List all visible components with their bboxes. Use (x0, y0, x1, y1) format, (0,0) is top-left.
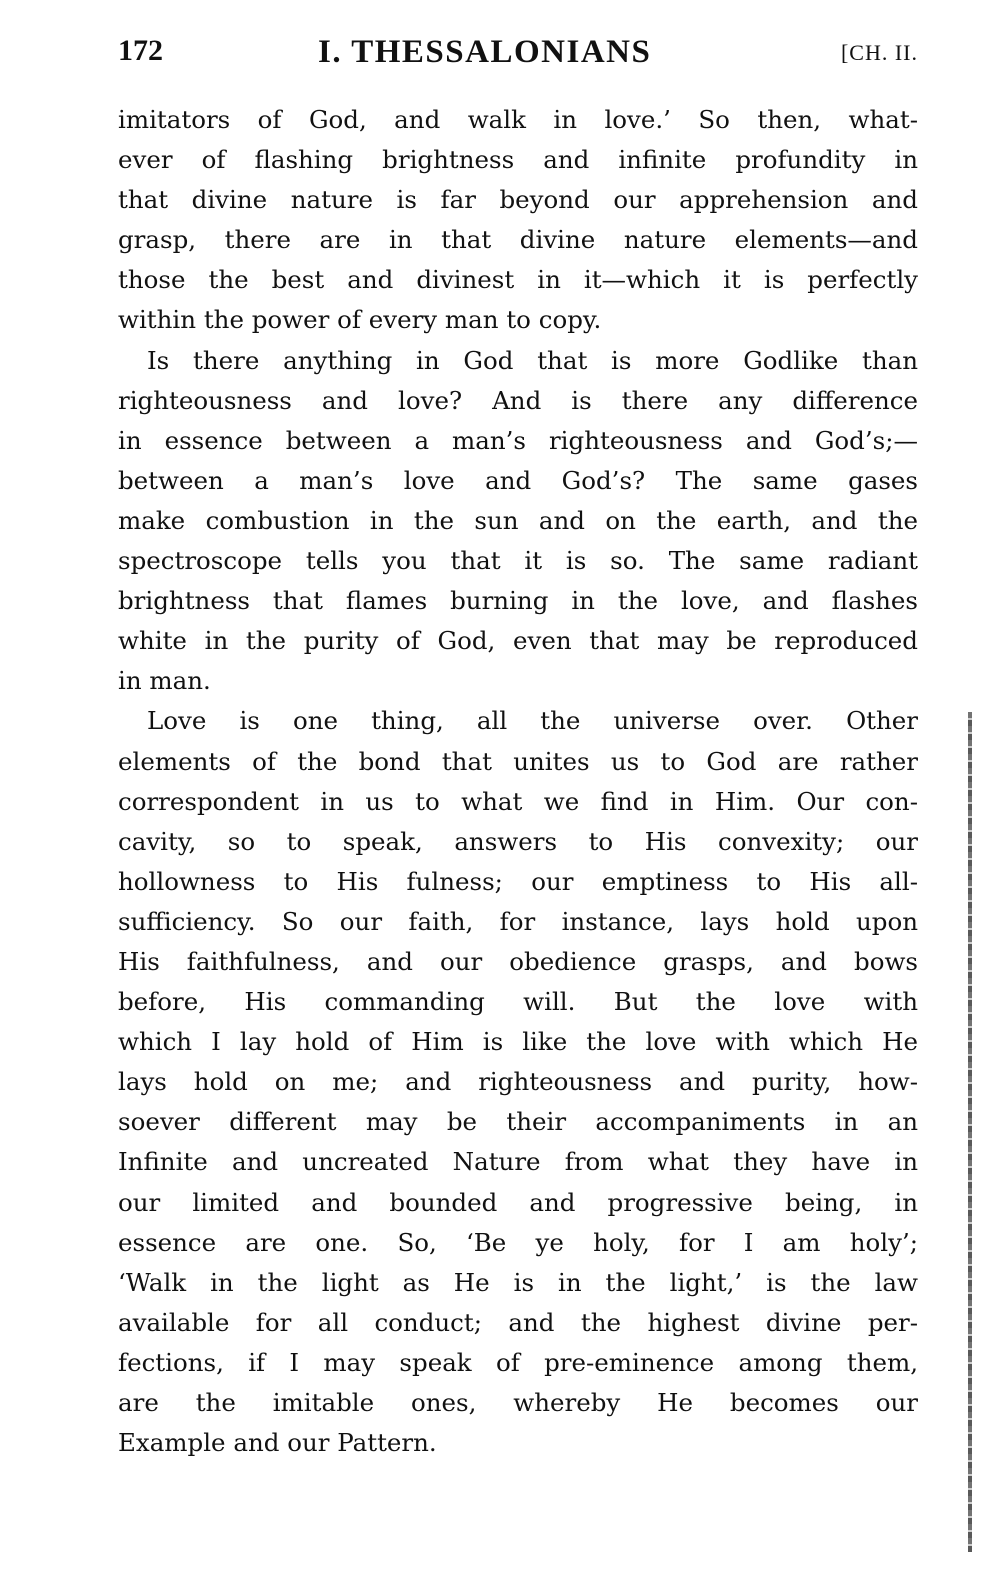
text-line: in man. (118, 666, 211, 696)
text-line: soever different may be their accompaniments in an (118, 1107, 918, 1137)
text-line: which I lay hold of Him is like the love with which He (118, 1027, 918, 1057)
text-line: in essence between a man’s righteousness and God’s;— (118, 425, 918, 455)
text-line: our limited and bounded and progressive being, in (118, 1187, 918, 1217)
text-line: imitators of God, and walk in love.’ So then, what- (118, 105, 918, 134)
text-line: between a man’s love and God’s? The same gases (118, 465, 918, 495)
text-line: Love is one thing, all the universe over. Other (147, 706, 918, 736)
text-line: those the best and divinest in it—which it is perfectly (118, 265, 918, 295)
page-header (118, 34, 918, 78)
text-line: Example and our Pattern. (118, 1428, 437, 1458)
paragraph-3 (118, 701, 918, 1463)
text-line: cavity, so to speak, answers to His convexity; our (118, 826, 918, 856)
page-number: 172 (118, 34, 163, 67)
text-line: brightness that flames burning in the love, and flashes (118, 586, 918, 616)
text-line: before, His commanding will. But the love with (118, 987, 918, 1017)
text-line: ‘Walk in the light as He is in the light,’ is the law (118, 1267, 918, 1297)
text-line: are the imitable ones, whereby He becomes our (118, 1388, 918, 1417)
paragraph-2 (118, 341, 918, 702)
text-line: that divine nature is far beyond our apprehension and (118, 185, 918, 215)
text-line: correspondent in us to what we find in Him. Our con- (118, 786, 918, 816)
text-line: lays hold on me; and righteousness and purity, how- (118, 1067, 918, 1097)
text-line: essence are one. So, ‘Be ye holy, for I am holy’; (118, 1227, 918, 1257)
text-line: Infinite and uncreated Nature from what they have in (118, 1147, 918, 1177)
text-line: grasp, there are in that divine nature elements—and (118, 225, 918, 255)
text-line: His faithfulness, and our obedience grasps, and bows (118, 946, 918, 976)
body-text (118, 100, 918, 1463)
text-line: Is there anything in God that is more Godlike than (147, 345, 918, 375)
text-line: sufficiency. So our faith, for instance, lays hold upon (118, 906, 918, 936)
text-line: righteousness and love? And is there any difference (118, 385, 918, 415)
text-line: elements of the bond that unites us to God are rather (118, 746, 918, 776)
text-line: fections, if I may speak of pre-eminence among them, (118, 1347, 918, 1377)
text-line: spectroscope tells you that it is so. The same radiant (118, 546, 918, 576)
text-line: ever of flashing brightness and infinite profundity in (118, 145, 918, 175)
text-line: within the power of every man to copy. (118, 305, 602, 335)
text-line: hollowness to His fulness; our emptiness to His all- (118, 866, 918, 896)
paragraph-1 (118, 100, 918, 341)
text-line: make combustion in the sun and on the earth, and the (118, 505, 918, 535)
running-title: I. THESSALONIANS (318, 34, 652, 70)
text-line: available for all conduct; and the highest divine per- (118, 1307, 918, 1337)
chapter-reference: [CH. II. (840, 40, 918, 65)
scan-edge-mark (968, 712, 972, 1552)
text-line: white in the purity of God, even that may be reproduced (118, 626, 918, 656)
